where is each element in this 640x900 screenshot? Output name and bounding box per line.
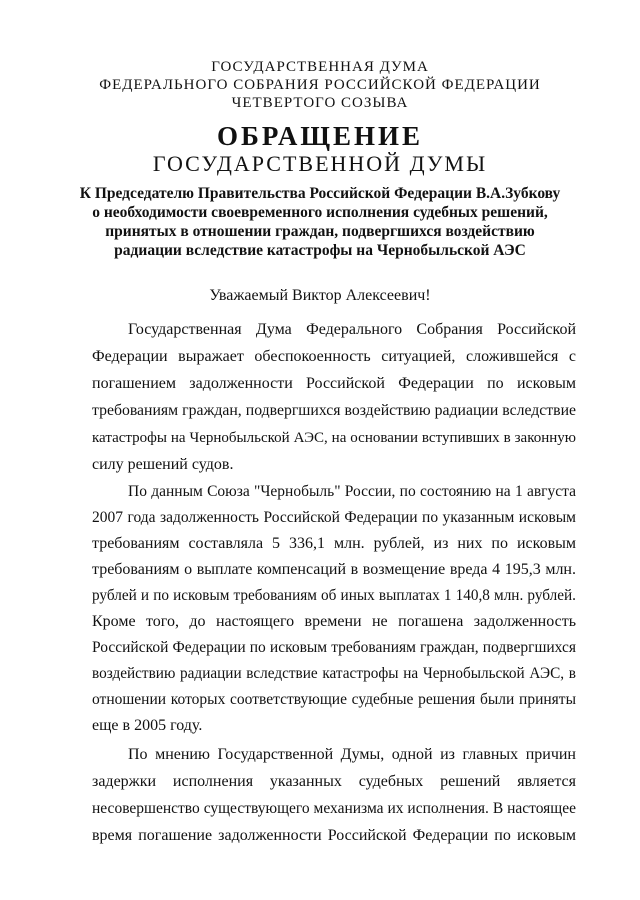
greeting: Уважаемый Виктор Алексеевич! [209,287,431,304]
subject-line-3: принятых в отношении граждан, подвергшихся воздействию [105,223,535,240]
header-line-2: ФЕДЕРАЛЬНОГО СОБРАНИЯ РОССИЙСКОЙ ФЕДЕРАЦИИ [99,77,541,93]
subject-line-1: К Председателю Правительства Российской Федерации В.А.Зубкову [79,185,561,202]
paragraph-1-line: погашением задолженности Российской Федерации по исковым [92,375,576,392]
paragraph-3-line: время погашение задолженности Российской Федерации по исковым [92,827,576,844]
paragraph-2-line: воздействию радиации вследствие катастрофы на Чернобыльской АЭС, в [92,665,576,682]
paragraph-1-line: силу решений судов. [92,456,234,473]
header-line-3: ЧЕТВЕРТОГО СОЗЫВА [231,95,409,111]
paragraph-2-line: рублей и по исковым требованиям об иных выплатах 1 140,8 млн. рублей. [92,587,576,604]
paragraph-2-line: По данным Союза "Чернобыль" России, по состоянию на 1 августа [128,483,576,500]
paragraph-2-line: требованиям составляла 5 336,1 млн. рублей, из них по исковым [92,535,576,552]
paragraph-1-line: требованиям граждан, подвергшихся воздействию радиации вследствие [92,402,576,419]
paragraph-3-line: несовершенство существующего механизма их исполнения. В настоящее [92,800,576,817]
paragraph-2-line: требованиям о выплате компенсаций в возмещение вреда 4 195,3 млн. [92,561,576,578]
paragraph-2-line: 2007 года задолженность Российской Федерации по указанным исковым [92,509,576,526]
subject-line-2: о необходимости своевременного исполнения судебных решений, [92,204,548,221]
document-subtitle: ГОСУДАРСТВЕННОЙ ДУМЫ [152,151,488,176]
paragraph-3-line: По мнению Государственной Думы, одной из главных причин [128,746,576,763]
header-line-1: ГОСУДАРСТВЕННАЯ ДУМА [211,59,429,75]
subject-line-4: радиации вследствие катастрофы на Чернобыльской АЭС [114,242,526,259]
paragraph-1-line: Государственная Дума Федерального Собрания Российской [128,321,576,338]
paragraph-3-line: задержки исполнения указанных судебных решений является [92,773,576,790]
paragraph-1-line: катастрофы на Чернобыльской АЭС, на основании вступивших в законную [92,430,576,446]
paragraph-2-line: отношении которых соответствующие судебные решения были приняты [92,691,576,708]
document-title: ОБРАЩЕНИЕ [216,121,424,151]
paragraph-2-line: Российской Федерации по исковым требованиям граждан, подвергшихся [92,639,576,656]
paragraph-2-line: еще в 2005 году. [92,717,203,734]
paragraph-2-line: Кроме того, до настоящего времени не погашена задолженность [92,613,576,630]
paragraph-1-line: Федерации выражает обеспокоенность ситуацией, сложившейся с [92,348,576,365]
